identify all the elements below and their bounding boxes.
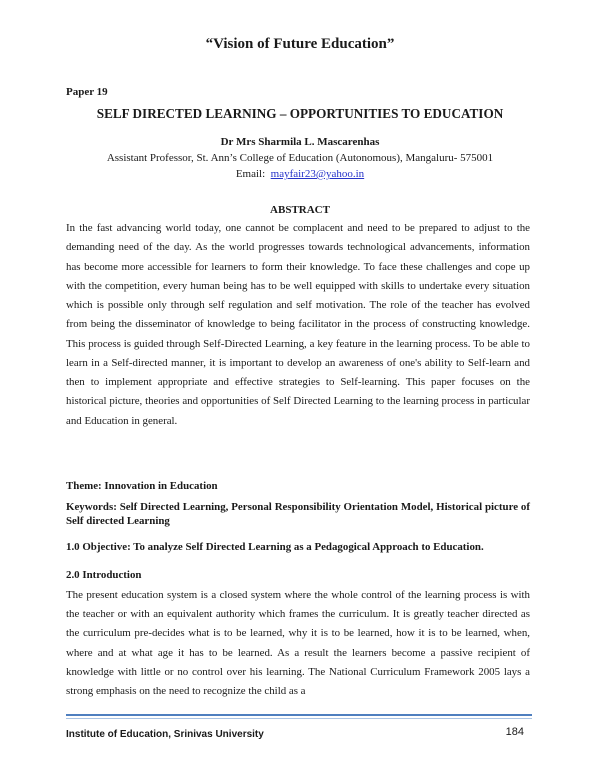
keywords-line: Keywords: Self Directed Learning, Personal Responsibility Orientation Model, Historical picture of Self directed Learning [66, 501, 530, 527]
abstract-heading: ABSTRACT [270, 204, 330, 216]
author-affiliation: Assistant Professor, St. Ann’s College of Education (Autonomous), Mangaluru- 575001 [106, 152, 494, 164]
email-label: Email: [235, 168, 266, 180]
footer-divider [66, 714, 532, 716]
introduction-heading: 2.0 Introduction [66, 569, 142, 581]
author-name: Dr Mrs Sharmila L. Mascarenhas [220, 136, 380, 148]
page-number: 184 [505, 726, 524, 738]
email-line [40, 168, 560, 180]
introduction-body: The present education system is a closed system where the whole control of the learning process is with the teacher or with an equivalent authority which frames the curriculum. It is greatly teacher directed as the curriculum pre-decides what is to be learned, why it is to be learned, how it is to be learned, when, where and at what age it has to be learned. As a result the learners become a passive recipient of knowledge with little or no control over his learning. The National Curriculum Framework 2005 lays a strong emphasis on the need to recognize the child as a [66, 589, 530, 698]
objective-heading: 1.0 Objective: To analyze Self Directed Learning as a Pedagogical Approach to Education. [66, 541, 484, 553]
footer-institute: Institute of Education, Srinivas University [66, 729, 264, 740]
email-link[interactable]: mayfair23@yahoo.in [270, 168, 365, 180]
running-header: “Vision of Future Education” [205, 36, 395, 52]
paper-number: Paper 19 [66, 86, 108, 98]
theme-line: Theme: Innovation in Education [66, 480, 218, 492]
footer-divider-thin [66, 718, 532, 719]
paper-title: SELF DIRECTED LEARNING – OPPORTUNITIES TO EDUCATION [96, 106, 504, 121]
abstract-body: In the fast advancing world today, one cannot be complacent and need to be prepared to adjust to the demanding need of the day. As the world progresses towards technological advancements, information has become more accessible for learners to form their knowledge. To face these challenges and cope up with the competition, every human being has to be well equipped with skills to undertake every situation which is possible only through self regulation and self motivation. The role of the teacher has evolved from being the disseminator of knowledge to being facilitator in the process of constructing knowledge. This process is guided through Self-Directed Learning, a key feature in the learning process. To be able to learn in a Self-directed manner, it is important to develop an awareness of one's ability to Self-learn and then to implement appropriate and effective strategies to Self-learning. This paper focuses on the historical picture, theories and opportunities of Self Directed Learning to the learning process in particular and Education in general. [66, 222, 530, 427]
